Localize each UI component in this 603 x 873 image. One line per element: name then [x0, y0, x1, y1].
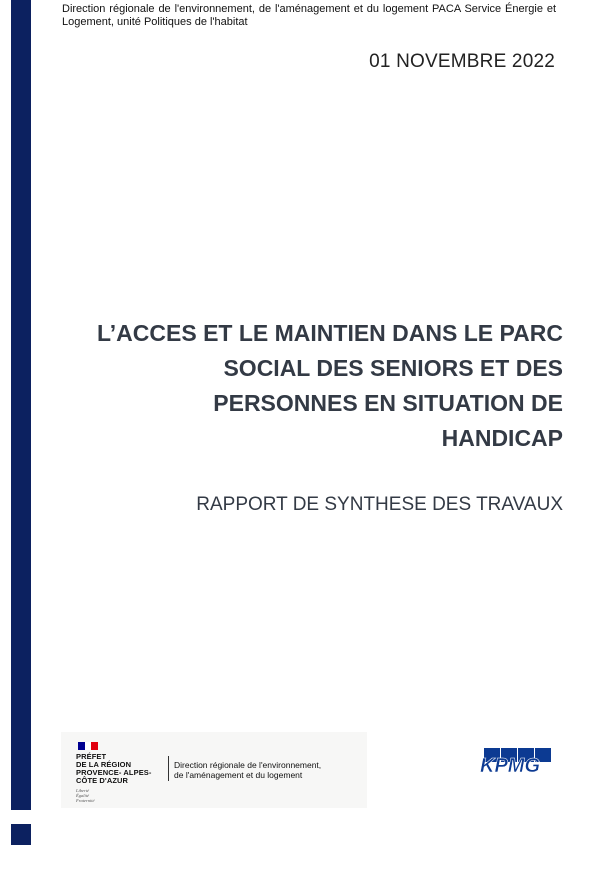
document-date: 01 NOVEMBRE 2022 [369, 51, 555, 72]
title-line: HANDICAP [441, 425, 563, 451]
title-line: L’ACCES ET LE MAINTIEN DANS LE PARC [97, 320, 563, 346]
logo-divider [168, 756, 169, 781]
document-subtitle: RAPPORT DE SYNTHESE DES TRAVAUX [196, 494, 563, 515]
header-organization: Direction régionale de l'environnement, de l'aménagement et du logement PACA Service Énergie et Logement, unité Politiques de l'habitat [62, 3, 556, 28]
dreal-label: Direction régionale de l'environnement, de l'aménagement et du logement [174, 760, 322, 780]
kpmg-wordmark: KPMG [480, 755, 540, 777]
kpmg-logo [480, 748, 554, 778]
title-line: PERSONNES EN SITUATION DE [213, 390, 563, 416]
prefet-dreal-logo-block [61, 732, 367, 808]
title-line: SOCIAL DES SENIORS ET DES [223, 355, 563, 381]
left-accent-block [11, 824, 31, 845]
left-accent-bar [11, 0, 31, 810]
republic-motto: Liberté Égalité Fraternité [76, 788, 95, 803]
document-title [83, 316, 563, 456]
marianne-flag-icon [78, 742, 98, 750]
prefet-region-label: PRÉFET DE LA RÉGION PROVENCE- ALPES- CÔTE D'AZUR [76, 752, 152, 785]
